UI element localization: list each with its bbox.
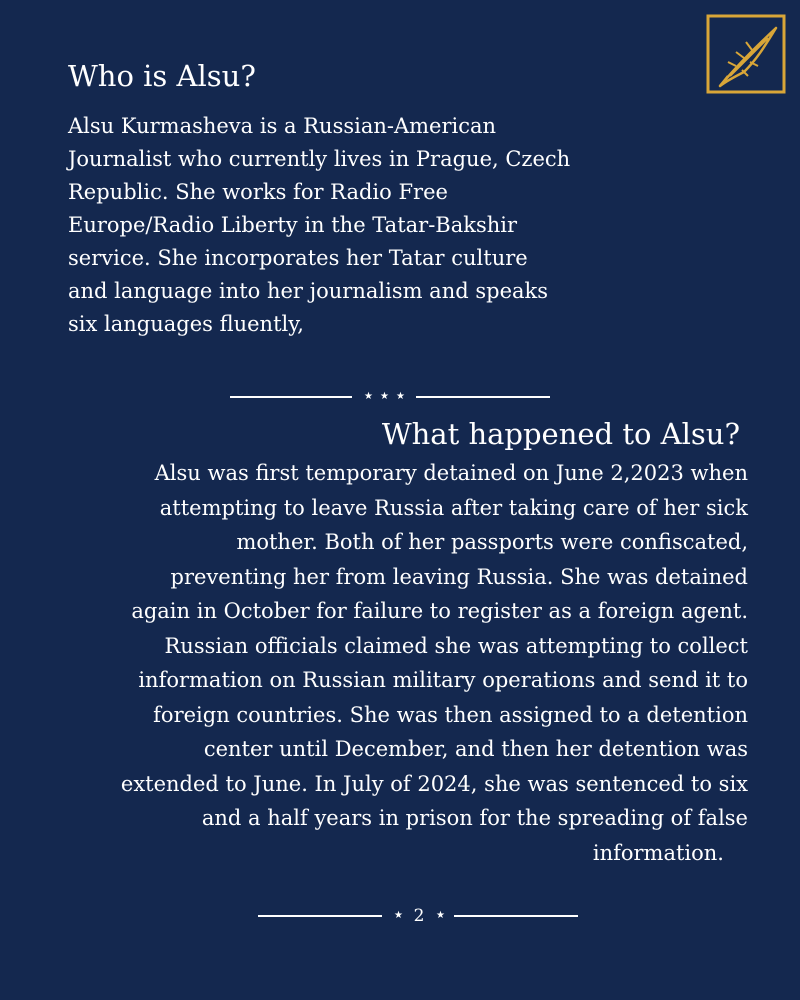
bio-paragraph — [68, 110, 668, 341]
text-line: extended to June. In July of 2024, she was sentenced to six — [120, 771, 748, 796]
star-icon: ★ — [380, 391, 389, 402]
text-line: mother. Both of her passports were confiscated, — [236, 530, 748, 554]
text-line: and a half years in prison for the spreading of false — [201, 806, 748, 830]
text-line: again in October for failure to register as a foreign agent. — [131, 599, 748, 623]
section-heading-what: What happened to Alsu? — [381, 417, 740, 451]
page-number: 2 — [413, 906, 425, 926]
text-line: preventing her from leaving Russia. She was detained — [170, 564, 748, 589]
text-line: service. She incorporates her Tatar culture — [68, 246, 528, 270]
text-line: Alsu Kurmasheva is a Russian-American — [68, 114, 497, 138]
text-line: center until December, and then her detention was — [203, 737, 748, 761]
star-icon: ★ — [436, 910, 445, 921]
section-heading-who: Who is Alsu? — [68, 59, 256, 93]
divider-line — [258, 915, 382, 917]
text-line: Republic. She works for Radio Free — [68, 180, 448, 204]
text-line: foreign countries. She was then assigned to a detention — [153, 702, 748, 727]
star-icon: ★ — [364, 391, 373, 402]
star-icon: ★ — [396, 391, 405, 402]
text-line: information. — [592, 840, 724, 865]
text-line: Europe/Radio Liberty in the Tatar-Bakshir — [68, 213, 518, 237]
text-line: and language into her journalism and speaks — [68, 279, 549, 303]
text-line: information on Russian military operations and send it to — [138, 668, 748, 692]
text-line: attempting to leave Russia after taking care of her sick — [159, 495, 748, 520]
divider-line — [230, 396, 352, 398]
text-line: Alsu was first temporary detained on June 2,2023 when — [154, 461, 748, 485]
divider-line — [454, 915, 578, 917]
story-paragraph — [28, 456, 748, 870]
section-divider — [230, 391, 550, 403]
quill-feather-icon — [706, 14, 786, 94]
star-icon: ★ — [394, 910, 403, 921]
divider-line — [416, 396, 550, 398]
text-line: Journalist who currently lives in Prague, Czech — [68, 147, 571, 171]
text-line: Russian officials claimed she was attempting to collect — [164, 633, 748, 658]
text-line: six languages fluently, — [68, 312, 304, 336]
